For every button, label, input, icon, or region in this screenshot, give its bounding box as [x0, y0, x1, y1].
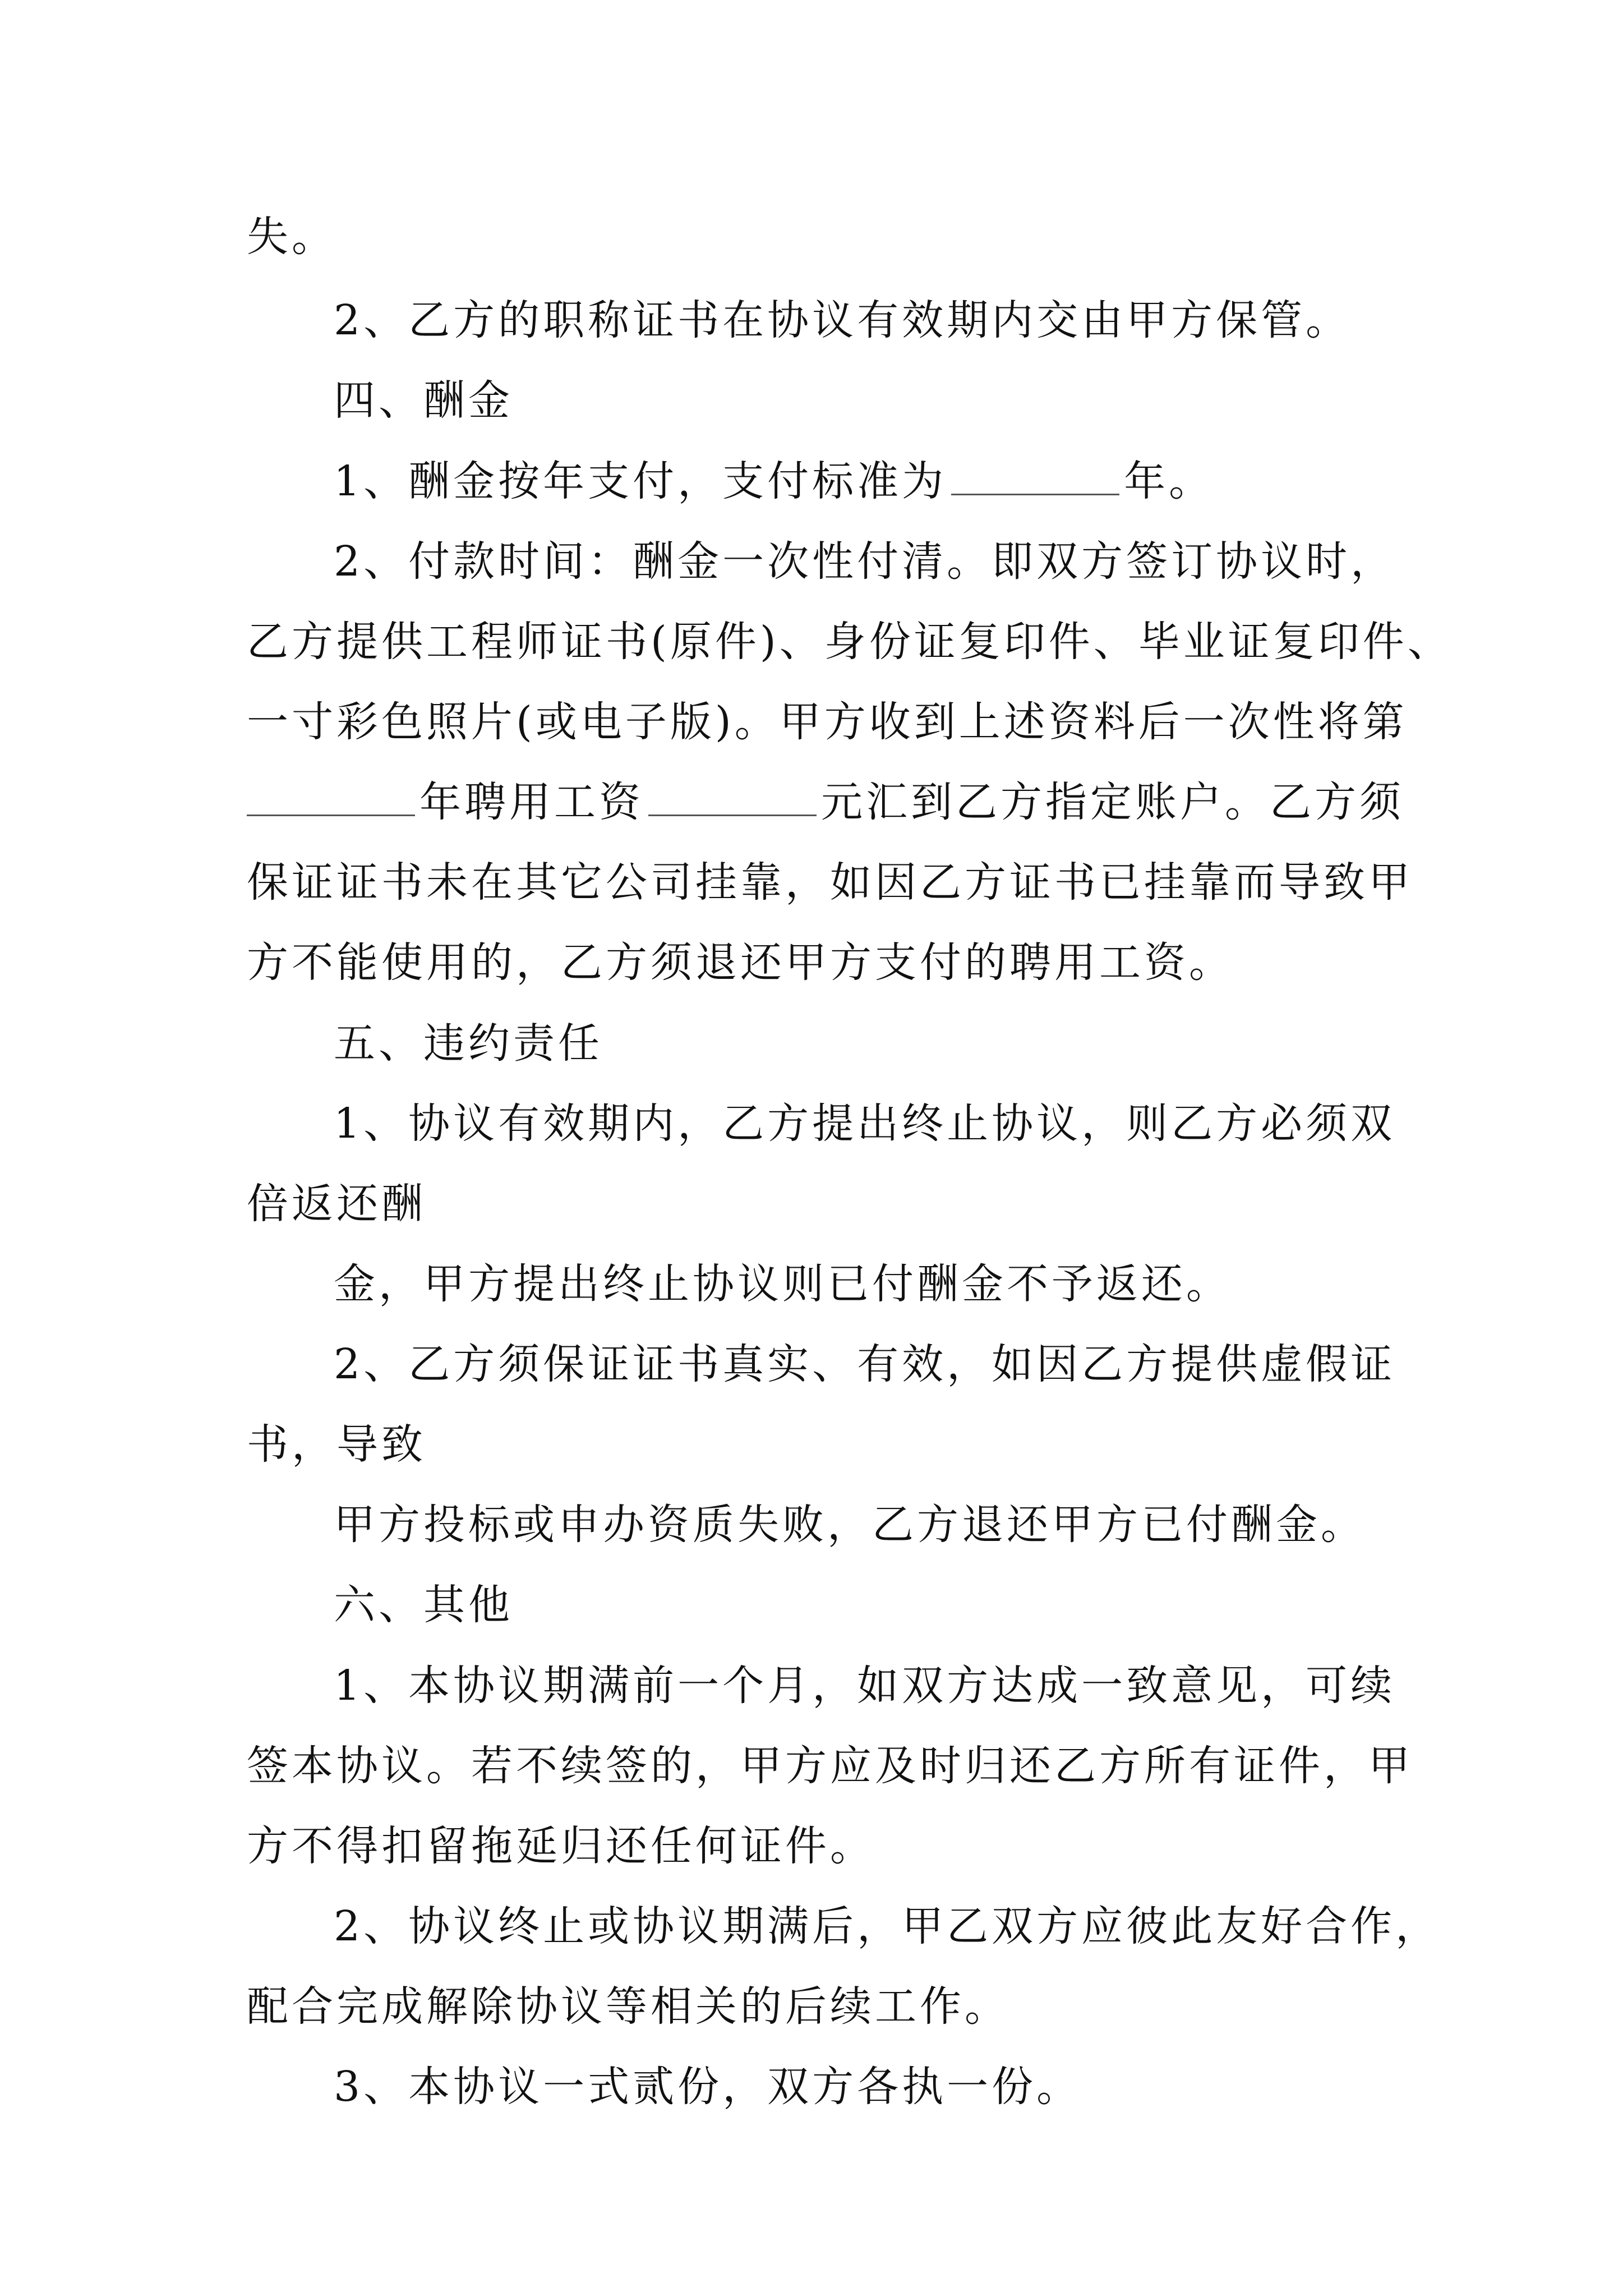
text-line: 方不得扣留拖延归还任何证件。 [247, 1822, 875, 1870]
text-line: 签本协议。若不续签的，甲方应及时归还乙方所有证件，甲 [247, 1742, 1413, 1790]
text-line: 2、乙方的职称证书在协议有效期内交由甲方保管。 [334, 296, 1351, 344]
text-line: 2、付款时间：酬金一次性付清。即双方签订协议时， [334, 537, 1396, 586]
section-heading: 五、违约责任 [334, 1019, 603, 1068]
text-segment: 1、酬金按年支付，支付标准为 [334, 457, 947, 505]
section-heading: 四、酬金 [334, 376, 513, 425]
fill-in-blank [247, 780, 415, 816]
text-line: 2、乙方须保证证书真实、有效，如因乙方提供虚假证 [334, 1340, 1396, 1388]
text-line [247, 774, 1404, 830]
text-segment: 年聘用工资 [419, 778, 644, 826]
text-line: 2、协议终止或协议期满后，甲乙双方应彼此友好合作， [334, 1902, 1441, 1950]
text-segment: 年。 [1124, 457, 1214, 505]
fill-in-blank [648, 780, 817, 816]
text-line: 失。 [247, 213, 336, 261]
text-line: 倍返还酬 [247, 1180, 426, 1228]
text-line: 方不能使用的，乙方须退还甲方支付的聘用工资。 [247, 938, 1234, 987]
text-line: 一寸彩色照片(或电子版)。甲方收到上述资料后一次性将第 [247, 698, 1408, 746]
section-heading: 六、其他 [334, 1581, 513, 1629]
text-line: 1、协议有效期内，乙方提出终止协议，则乙方必须双 [334, 1099, 1396, 1148]
text-line: 甲方投标或申办资质失败，乙方退还甲方已付酬金。 [334, 1501, 1366, 1549]
text-segment: 元汇到乙方指定账户。乙方须 [821, 778, 1404, 826]
text-line: 3、本协议一式贰份，双方各执一份。 [334, 2063, 1082, 2111]
text-line: 保证证书未在其它公司挂靠，如因乙方证书已挂靠而导致甲 [247, 858, 1413, 907]
text-line: 1、本协议期满前一个月，如双方达成一致意见，可续 [334, 1662, 1396, 1710]
text-line: 金，甲方提出终止协议则已付酬金不予返还。 [334, 1260, 1231, 1308]
fill-in-blank [951, 459, 1119, 495]
text-line: 乙方提供工程师证书(原件)、身份证复印件、毕业证复印件、 [247, 618, 1453, 666]
text-line: 配合完成解除协议等相关的后续工作。 [247, 1982, 1009, 2031]
text-line: 书，导致 [247, 1420, 426, 1469]
text-line [334, 453, 1214, 509]
